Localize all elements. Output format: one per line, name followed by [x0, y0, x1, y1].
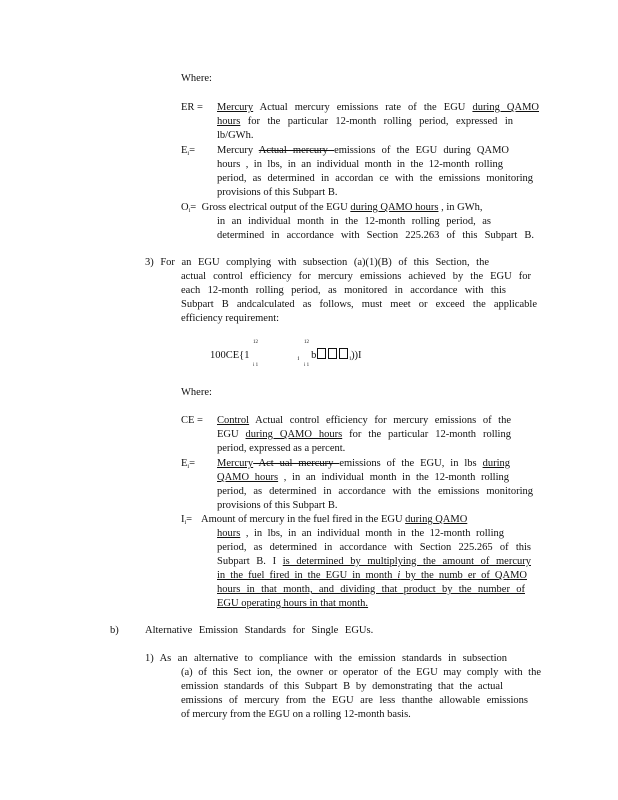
ei-def-line-3: period, as determined in accordan ce with the emissions monitoring [217, 173, 533, 184]
section-b-label: b) [110, 625, 119, 636]
para1-line-5: of mercury from the EGU on a rolling 12-month basis. [181, 709, 411, 720]
formula-sum-lower-2: i 1 [304, 363, 310, 368]
ei-def-line-2: hours , in lbs, in an individual month in the 12-month rolling [217, 159, 503, 170]
where-label-2: Where: [181, 387, 212, 398]
formula-glyph-box [328, 348, 337, 359]
ce-term: CE = [181, 415, 203, 426]
ii-def-line-1: Amount of mercury in the fuel fired in the EGU during QAMO [199, 514, 468, 525]
formula-main: 100CE{1 $_i$ b $_i$))I [210, 350, 362, 362]
ei2-def-line-3: period, as determined in accordance with the emissions monitoring [217, 486, 533, 497]
formula-sum-lower-1: i 1 [253, 363, 259, 368]
para1-line-1: 1) As an alternative to compliance with the emission standards in subsection [145, 653, 507, 664]
oi-def-line-3: determined in accordance with Section 225.263 of this Subpart B. [217, 230, 534, 241]
ei2-def-line-1: Mercury Act ual mercury emissions of the EGU, in lbs during [217, 458, 510, 469]
er-def-line-1: Mercury Actual mercury emissions rate of the EGU during QAMO [217, 102, 540, 113]
formula-glyph-box [339, 348, 348, 359]
para3-line-3: each 12-month rolling period, as monitored in accordance with this [181, 285, 506, 296]
oi-def-line-1: Gross electrical output of the EGU during QAMO hours , in GWh, [199, 202, 483, 213]
ii-def-line-5: in the fuel fired in the EGU in month i by the numb er of QAMO [217, 570, 528, 581]
formula-sum-upper-2: 12 [304, 340, 309, 345]
para3-line-1: 3) For an EGU complying with subsection (a)(1)(B) of this Section, the [145, 257, 489, 268]
ei-term: $E_i=$ [181, 145, 196, 157]
er-term: ER = [181, 102, 203, 113]
ii-def-line-2: hours , in lbs, in an individual month in the 12-month rolling [217, 528, 504, 539]
para1-line-2: (a) of this Sect ion, the owner or operator of the EGU may comply with the [181, 667, 541, 678]
where-label-1: Where: [181, 73, 212, 84]
ii-def-line-6: hours in that month, and dividing that product by the number of [217, 584, 525, 595]
formula-glyph-box [317, 348, 326, 359]
ei-def-line-4: provisions of this Subpart B. [217, 187, 338, 198]
para3-line-5: efficiency requirement: [181, 313, 280, 324]
ei2-def-line-4: provisions of this Subpart B. [217, 500, 338, 511]
para1-line-4: emissions of mercury from the EGU are less thanthe allowable emissions [181, 695, 528, 706]
ii-def-line-3: period, as determined in accordance with Section 225.265 of this [217, 542, 531, 553]
er-def-line-2: hours for the particular 12-month rolling period, expressed in [217, 116, 513, 127]
ii-term: $I_i=$ [181, 514, 193, 526]
ii-def-line-4: Subpart B. I is determined by multiplying the amount of mercury [217, 556, 531, 567]
ii-def-line-7: EGU operating hours in that month. [217, 598, 369, 609]
para3-line-4: Subpart B andcalculated as follows, must meet or exceed the applicable [181, 299, 537, 310]
oi-def-line-2: in an individual month in the 12-month rolling period, as [217, 216, 491, 227]
ce-def-line-2: EGU during QAMO hours for the particular 12-month rolling [217, 429, 511, 440]
section-b-heading: Alternative Emission Standards for Single EGUs. [145, 625, 374, 636]
ce-def-line-3: period, expressed as a percent. [217, 443, 346, 454]
para3-line-2: actual control efficiency for mercury emissions achieved by the EGU for [181, 271, 531, 282]
er-def-line-3: lb/GWh. [217, 130, 254, 141]
ei2-term: $E_i=$ [181, 458, 196, 470]
para1-line-3: emission standards of this Subpart B by demonstrating that the actual [181, 681, 503, 692]
formula-sum-upper-1: 12 [253, 340, 258, 345]
ei-def-line-1: Mercury Actual mercury emissions of the EGU during QAMO [217, 145, 509, 156]
ei2-def-line-2: QAMO hours , in an individual month in the 12-month rolling [217, 472, 509, 483]
oi-term: $O_i=$ [181, 202, 197, 214]
ce-def-line-1: Control Actual control efficiency for mercury emissions of the [217, 415, 511, 426]
